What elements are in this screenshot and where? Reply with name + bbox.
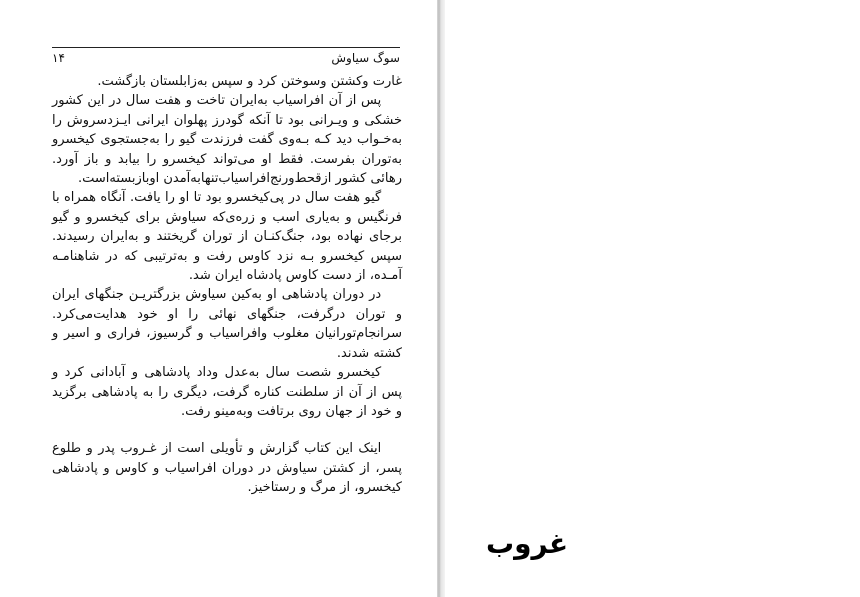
paragraph: در دوران پادشاهی او به‌کین سیاوش بزرگتریـن جنگهای ایران و توران درگرفت، جنگهای نهائی را او خود هدایت‌می‌کرد. سرانجام‌تورانیان مغلوب وافراسیاب و گرسیوز، فراری و اسیر و کشته شدند. (52, 287, 402, 361)
paragraph: غارت وکشتن وسوختن کرد و سپس به‌زابلستان بازگشت. (97, 74, 402, 89)
paragraph: اینک این کتاب گزارش و تأویلی است از غـروب پدر و طلوع پسر، از کشتن سیاوش در دوران افراسیاب و کاوس و پادشاهی کیخسرو، از مرگ و رستاخیز. (52, 441, 402, 496)
running-title: سوگ سیاوش (331, 51, 400, 65)
paragraph: گیو هفت سال در پی‌کیخسرو بود تا او را یافت. آنگاه همراه با فرنگیس و به‌یاری اسب و زره‌ی‌که سیاوش برای کیخسرو و گیو برجای نهاده بود، جنگ‌کنـان از توران گریختند و به‌ایران رسیدند. سپس کیخسرو بـه نزد کاوس رفت و به‌ترتیبی که در شاهنامـه آمـده، از دست کاوس پادشاه ایران شد. (52, 190, 402, 284)
section-title: غروب (486, 527, 569, 560)
paragraph: پس از آن افراسیاب به‌ایران تاخت و هفت سال در این کشور خشکی و ویـرانی بود تا آنکه گودرز پهلوان ایرانی ایـزدسروش را به‌خـواب دید کـه بـه‌وی گفت فرزندت گیو را به‌جستجوی کیخسرو به‌توران بفرست. فقط او می‌تواند کیخسرو را بیابد و باز آورد. رهائی کشور ازقحط‌ورنج‌افراسیاب‌تنهابه‌آمدن اوبازبسته‌است. (52, 93, 402, 187)
book-spine (437, 0, 445, 597)
body-text (52, 72, 402, 498)
right-page (445, 0, 860, 597)
paragraph: کیخسرو شصت سال به‌عدل وداد پادشاهی و آبادانی کرد و پس از آن از سلطنت کناره گرفت، دیگری را به پادشاهی برگزید و خود از جهان روی برتافت وبه‌مینو رفت. (52, 365, 402, 419)
page-number: ۱۴ (52, 51, 65, 65)
page-header (52, 48, 400, 68)
